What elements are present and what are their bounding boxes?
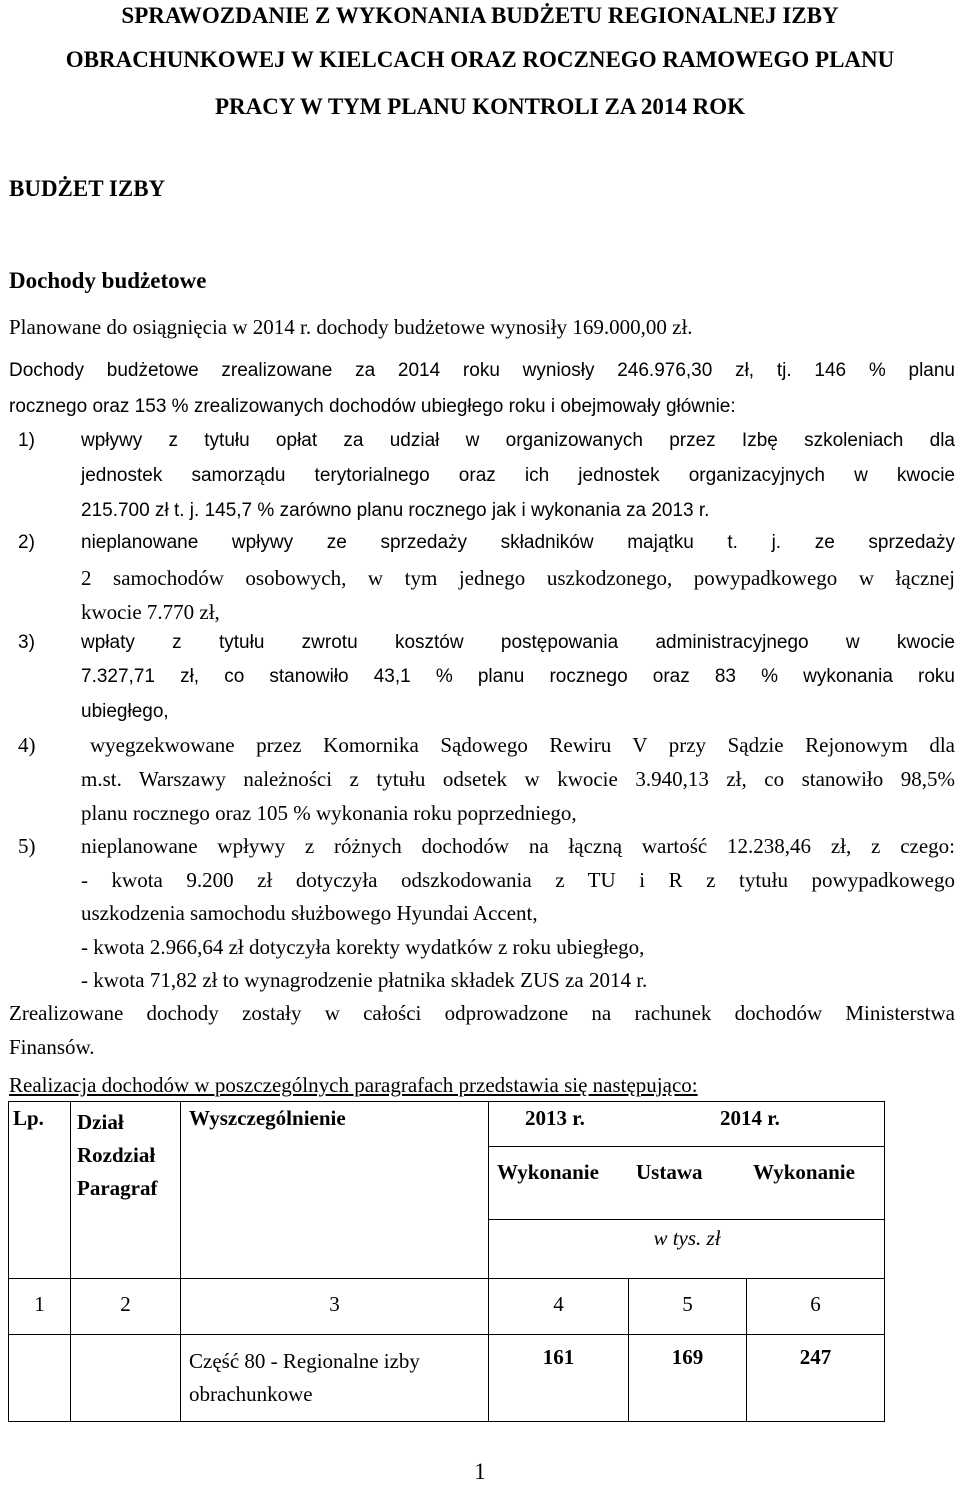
list-item-line: - kwota 71,82 zł to wynagrodzenie płatnika składek ZUS za 2014 r. <box>81 968 648 992</box>
list-item-line: 2 samochodów osobowych, w tym jednego uszkodzonego, powypadkowego w łącznej <box>81 566 955 590</box>
row-wykonanie-2013: 161 <box>489 1335 629 1422</box>
list-item-line: ubiegłego, <box>81 701 169 722</box>
list-item-line: jednostek samorządu terytorialnego oraz ich jednostek organizacyjnych w kwocie <box>81 465 955 486</box>
column-number: 2 <box>71 1279 181 1335</box>
section-heading: BUDŻET IZBY <box>9 176 166 201</box>
intro-paragraph-2-line-1: Dochody budżetowe zrealizowane za 2014 roku wyniosły 246.976,30 zł, tj. 146 % planu <box>9 360 955 381</box>
header-wykonanie-2014: Wykonanie <box>753 1160 855 1184</box>
list-item-line: uszkodzenia samochodu służbowego Hyundai Accent, <box>81 901 538 925</box>
header-year-2014: 2014 r. <box>720 1106 780 1130</box>
closing-line-1: Zrealizowane dochody zostały w całości odprowadzone na rachunek dochodów Ministerstwa <box>9 1001 955 1025</box>
list-item-number: 5) <box>18 834 36 858</box>
list-item-line: wpłaty z tytułu zwrotu kosztów postępowania administracyjnego w kwocie <box>81 632 955 653</box>
list-item-line: planu rocznego oraz 105 % wykonania roku poprzedniego, <box>81 801 577 825</box>
column-number: 6 <box>747 1279 885 1335</box>
header-dzial: Dział <box>77 1110 124 1134</box>
list-item-line: 215.700 zł t. j. 145,7 % zarówno planu rocznego jak i wykonania za 2013 r. <box>81 500 710 521</box>
list-item-line: wyegzekwowane przez Komornika Sądowego Rewiru V przy Sądzie Rejonowym dla <box>90 733 955 757</box>
header-divider <box>489 1219 885 1220</box>
list-item-line: 7.327,71 zł, co stanowiło 43,1 % planu rocznego oraz 83 % wykonania roku <box>81 666 955 687</box>
row-name-line-1: Część 80 - Regionalne izby <box>189 1349 420 1373</box>
list-item-line: nieplanowane wpływy z różnych dochodów na łączną wartość 12.238,46 zł, z czego: <box>81 834 955 858</box>
column-number: 4 <box>489 1279 629 1335</box>
page-number: 1 <box>474 1459 486 1484</box>
list-item-line: - kwota 9.200 zł dotyczyła odszkodowania z TU i R z tytułu powypadkowego <box>81 868 955 892</box>
row-wykonanie-2014: 247 <box>747 1335 885 1422</box>
header-ustawa: Ustawa <box>636 1160 703 1184</box>
header-paragraf: Paragraf <box>77 1176 158 1200</box>
row-name <box>181 1335 489 1422</box>
list-item-line: nieplanowane wpływy ze sprzedaży składników majątku t. j. ze sprzedaży <box>81 532 955 553</box>
column-number: 3 <box>181 1279 489 1335</box>
closing-line-2: Finansów. <box>9 1035 95 1059</box>
header-year-2013: 2013 r. <box>525 1106 585 1130</box>
list-item-number: 2) <box>18 532 35 553</box>
table-header-row <box>9 1102 885 1279</box>
header-unit: w tys. zł <box>653 1226 721 1250</box>
table-numbering-row <box>9 1279 885 1335</box>
header-rozdzial: Rozdział <box>77 1143 156 1167</box>
list-item-number: 1) <box>18 430 35 451</box>
column-number: 5 <box>629 1279 747 1335</box>
header-wyszczegolnienie: Wyszczególnienie <box>181 1102 489 1279</box>
header-divider <box>489 1146 885 1147</box>
list-item-number: 4) <box>18 733 36 757</box>
row-dzial <box>71 1335 181 1422</box>
list-item-line: m.st. Warszawy należności z tytułu odsetek w kwocie 3.940,13 zł, co stanowiło 98,5% <box>81 767 955 791</box>
intro-paragraph-1: Planowane do osiągnięcia w 2014 r. dochody budżetowe wynosiły 169.000,00 zł. <box>9 315 693 339</box>
title-line-1: SPRAWOZDANIE Z WYKONANIA BUDŻETU REGIONALNEJ IZBY <box>121 3 839 28</box>
list-item-line: - kwota 2.966,64 zł dotyczyła korekty wydatków z roku ubiegłego, <box>81 935 645 959</box>
intro-paragraph-2-line-2: rocznego oraz 153 % zrealizowanych dochodów ubiegłego roku i obejmowały głównie: <box>9 396 736 417</box>
column-number: 1 <box>9 1279 71 1335</box>
list-item-number: 3) <box>18 632 35 653</box>
income-table <box>8 1101 885 1422</box>
header-lp: Lp. <box>9 1102 71 1279</box>
list-item-line: kwocie 7.770 zł, <box>81 600 220 624</box>
subheading: Dochody budżetowe <box>9 268 207 293</box>
header-values-group <box>489 1102 885 1279</box>
table-row <box>9 1335 885 1422</box>
row-name-line-2: obrachunkowe <box>189 1382 313 1406</box>
title-line-3: PRACY W TYM PLANU KONTROLI ZA 2014 ROK <box>214 94 746 119</box>
header-classification <box>71 1102 181 1279</box>
row-lp <box>9 1335 71 1422</box>
header-wykonanie-2013: Wykonanie <box>497 1160 599 1184</box>
row-ustawa-2014: 169 <box>629 1335 747 1422</box>
list-item-line: wpływy z tytułu opłat za udział w organizowanych przez Izbę szkoleniach dla <box>81 430 955 451</box>
title-line-2: OBRACHUNKOWEJ W KIELCACH ORAZ ROCZNEGO RAMOWEGO PLANU <box>65 47 895 72</box>
table-intro: Realizacja dochodów w poszczególnych paragrafach przedstawia się następująco: <box>9 1073 698 1097</box>
